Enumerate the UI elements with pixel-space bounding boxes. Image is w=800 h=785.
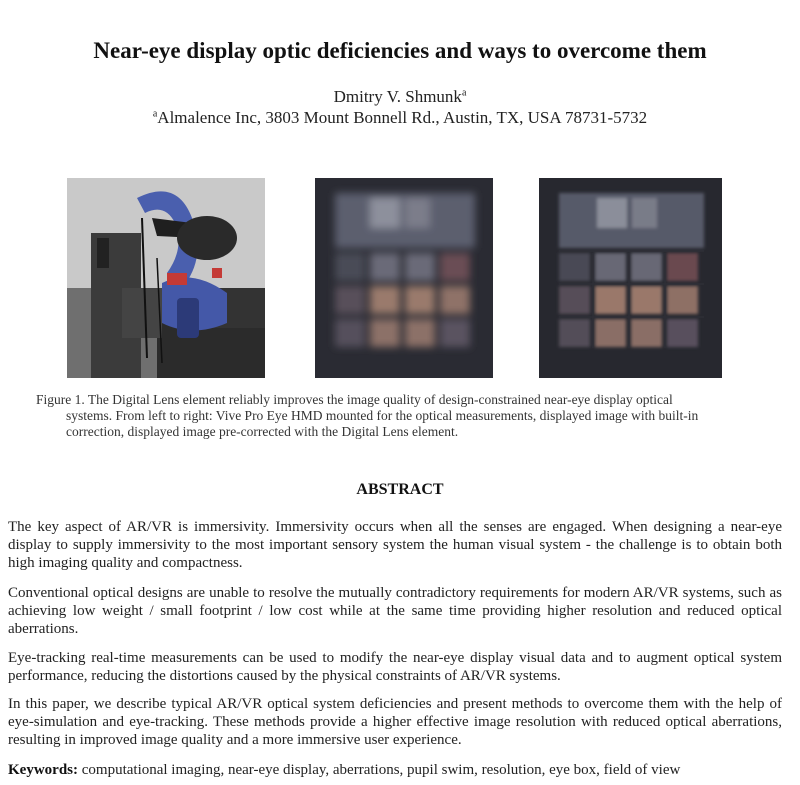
keywords-line [8, 761, 782, 779]
figure-image-digital-lens-correction [539, 178, 722, 378]
figure-image-hmd-mount [67, 178, 265, 378]
figure-caption [36, 392, 756, 440]
builtin-correction-photo [315, 178, 493, 378]
figure-caption-first-line: Figure 1. The Digital Lens element reliably improves the image quality of design-constrained near-eye display optical [36, 392, 673, 407]
figure-caption-continuation: systems. From left to right: Vive Pro Eye HMD mounted for the optical measurements, displayed image with built-in correction, displayed image pre-corrected with the Digital Lens element. [66, 408, 699, 439]
paper-title: Near-eye display optic deficiencies and ways to overcome them [93, 38, 707, 63]
abstract-heading: ABSTRACT [356, 481, 444, 498]
figure-image-builtin-correction [315, 178, 493, 378]
abstract-paragraph: Conventional optical designs are unable to resolve the mutually contradictory requirements for modern AR/VR systems, such as achieving low weight / small footprint / low cost while at the same time providing higher resolution and reduced optical aberrations. [8, 585, 782, 637]
abstract-paragraph: The key aspect of AR/VR is immersivity. Immersivity occurs when all the senses are engaged. When designing a near-eye display to supply immersivity to the most important sensory system the human visual system - the challenge is to obtain both high imaging quality and compactness. [8, 519, 782, 571]
author-name: Dmitry V. Shmunk [333, 87, 462, 106]
digital-lens-correction-photo [539, 178, 722, 378]
abstract-paragraph: In this paper, we describe typical AR/VR optical system deficiencies and present methods to overcome them with the help of eye-simulation and eye-tracking. These methods provide a higher effective image resolution with reduced optical aberrations, resulting in improved image quality and a more immersive user experience. [8, 696, 782, 748]
keywords-text: computational imaging, near-eye display, aberrations, pupil swim, resolution, eye box, field of view [81, 762, 681, 778]
abstract-paragraph: Eye-tracking real-time measurements can be used to modify the near-eye display visual data and to augment optical system performance, reducing the distortions caused by the physical constraints of AR/VR systems. [8, 650, 782, 684]
keywords-label: Keywords: [8, 762, 78, 778]
author-superscript: a [461, 87, 467, 99]
hmd-mount-photo [67, 178, 265, 378]
affiliation-superscript: a [152, 108, 158, 120]
affiliation-text: Almalence Inc, 3803 Mount Bonnell Rd., Austin, TX, USA 78731-5732 [157, 108, 648, 127]
author-line [0, 87, 800, 107]
affiliation-line [0, 108, 800, 128]
